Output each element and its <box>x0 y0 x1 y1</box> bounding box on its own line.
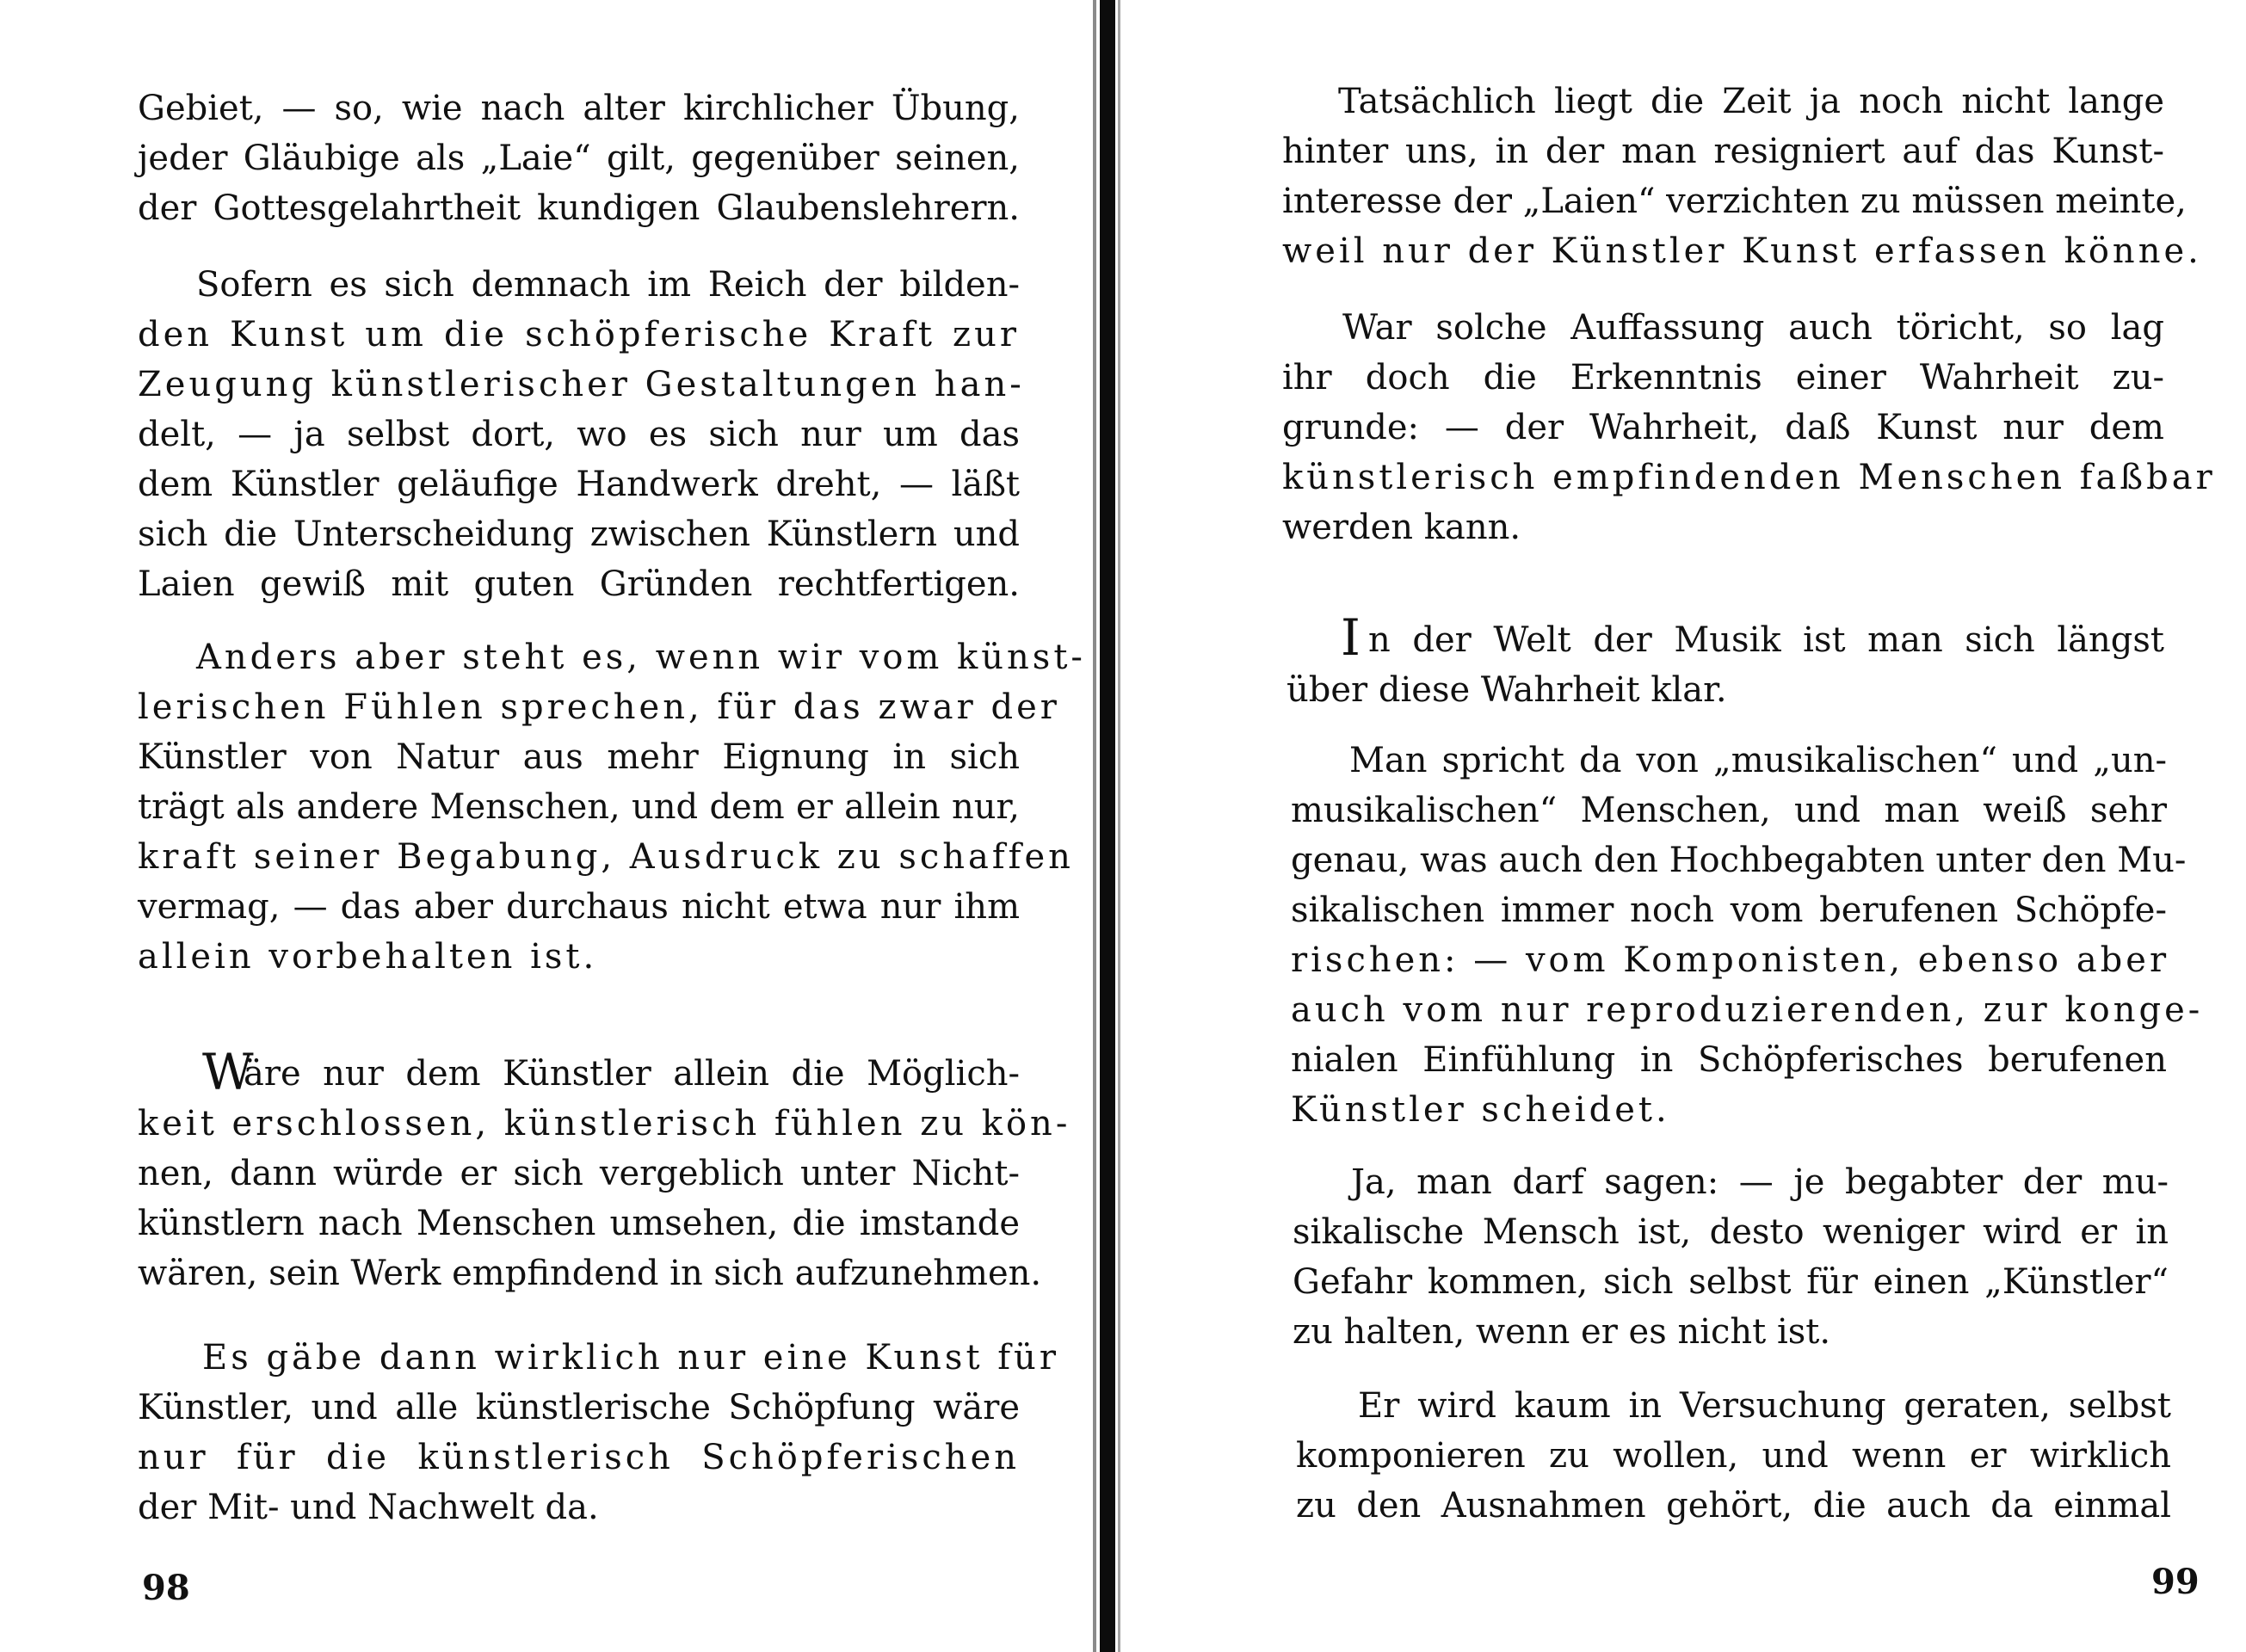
text-line: künstlern nach Menschen umsehen, die imstande <box>138 1204 1020 1243</box>
text-line: äre nur dem Künstler allein die Möglich- <box>244 1054 1020 1094</box>
text-line: Tatsächlich liegt die Zeit ja noch nicht lange <box>1338 82 2164 121</box>
text-line: Künstler von Natur aus mehr Eignung in sich <box>138 737 1020 777</box>
text-line: sich die Unterscheidung zwischen Künstlern und <box>138 515 1020 554</box>
text-line: komponieren zu wollen, und wenn er wirklich <box>1296 1436 2171 1476</box>
text-line: kraft seiner Begabung, Ausdruck zu schaffen <box>138 837 1074 877</box>
text-line: Man spricht da von „musikalischen“ und „un- <box>1349 741 2167 780</box>
text-line: dem Künstler geläufige Handwerk dreht, — läßt <box>138 465 1020 504</box>
text-line: interesse der „Laien“ verzichten zu müssen meinte, <box>1282 182 2187 221</box>
text-line: musikalischen“ Menschen, und man weiß sehr <box>1291 791 2167 830</box>
text-line: Anders aber steht es, wenn wir vom künst- <box>196 638 1086 677</box>
text-line: Ja, man darf sagen: — je begabter der mu- <box>1351 1162 2169 1202</box>
text-line: Gefahr kommen, sich selbst für einen „Künstler“ <box>1293 1262 2169 1302</box>
text-line: genau, was auch den Hochbegabten unter den Mu- <box>1291 841 2187 880</box>
text-line: delt, — ja selbst dort, wo es sich nur um das <box>138 415 1020 454</box>
text-line: künstlerisch empfindenden Menschen faßbar <box>1282 458 2216 497</box>
text-line: ihr doch die Erkenntnis einer Wahrheit zu- <box>1282 358 2164 398</box>
text-line: der Mit- und Nachwelt da. <box>138 1488 599 1527</box>
text-line: vermag, — das aber durchaus nicht etwa nur ihm <box>138 887 1020 927</box>
page-number: 98 <box>142 1568 190 1608</box>
left-page <box>0 0 1097 1652</box>
drop-cap: I <box>1341 608 1361 667</box>
text-line: Laien gewiß mit guten Gründen rechtfertigen. <box>138 564 1020 604</box>
text-line: auch vom nur reproduzierenden, zur konge- <box>1291 990 2204 1030</box>
text-line: rischen: — vom Komponisten, ebenso aber <box>1291 940 2170 980</box>
text-line: lerischen Fühlen sprechen, für das zwar der <box>138 687 1060 727</box>
text-line: jeder Gläubige als „Laie“ gilt, gegenüber seinen, <box>138 139 1020 178</box>
text-line: über diese Wahrheit klar. <box>1287 670 1727 710</box>
text-line: nur für die künstlerisch Schöpferischen <box>138 1438 1020 1477</box>
text-line: hinter uns, in der man resigniert auf das Kunst- <box>1282 132 2164 171</box>
text-line: nen, dann würde er sich vergeblich unter Nicht- <box>138 1154 1020 1193</box>
text-line: weil nur der Künstler Kunst erfassen könne. <box>1282 231 2202 271</box>
text-line: allein vorbehalten ist. <box>138 937 598 977</box>
text-line: trägt als andere Menschen, und dem er allein nur, <box>138 787 1020 827</box>
page-number: 99 <box>2151 1562 2200 1602</box>
text-line: Künstler, und alle künstlerische Schöpfung wäre <box>138 1388 1020 1427</box>
drop-cap: W <box>202 1043 254 1101</box>
book-gutter <box>1091 0 1126 1652</box>
text-line: werden kann. <box>1282 508 1521 547</box>
text-line: Zeugung künstlerischer Gestaltungen han- <box>138 365 1025 404</box>
text-line: keit erschlossen, künstlerisch fühlen zu kön- <box>138 1104 1071 1143</box>
text-line: sikalischen immer noch vom berufenen Schöpfe- <box>1291 891 2167 930</box>
text-line: Er wird kaum in Versuchung geraten, selbst <box>1358 1386 2171 1426</box>
text-line: nialen Einfühlung in Schöpferisches berufenen <box>1291 1040 2167 1080</box>
text-line: den Kunst um die schöpferische Kraft zur <box>138 315 1020 354</box>
text-line: Gebiet, — so, wie nach alter kirchlicher Übung, <box>138 89 1020 128</box>
text-line: Künstler scheidet. <box>1291 1090 1670 1130</box>
text-line: der Gottesgelahrtheit kundigen Glaubenslehrern. <box>138 188 1020 228</box>
text-line: War solche Auffassung auch töricht, so lag <box>1342 308 2164 348</box>
text-line: n der Welt der Musik ist man sich längst <box>1368 620 2164 660</box>
right-page <box>1127 0 2246 1652</box>
text-line: sikalische Mensch ist, desto weniger wird er in <box>1293 1212 2169 1252</box>
text-line: Sofern es sich demnach im Reich der bilden- <box>196 265 1020 305</box>
text-line: zu den Ausnahmen gehört, die auch da einmal <box>1296 1486 2171 1526</box>
text-line: grunde: — der Wahrheit, daß Kunst nur dem <box>1282 408 2164 447</box>
text-line: zu halten, wenn er es nicht ist. <box>1293 1312 1831 1352</box>
text-line: wären, sein Werk empfindend in sich aufzunehmen. <box>138 1254 1042 1293</box>
text-line: Es gäbe dann wirklich nur eine Kunst für <box>202 1338 1059 1378</box>
